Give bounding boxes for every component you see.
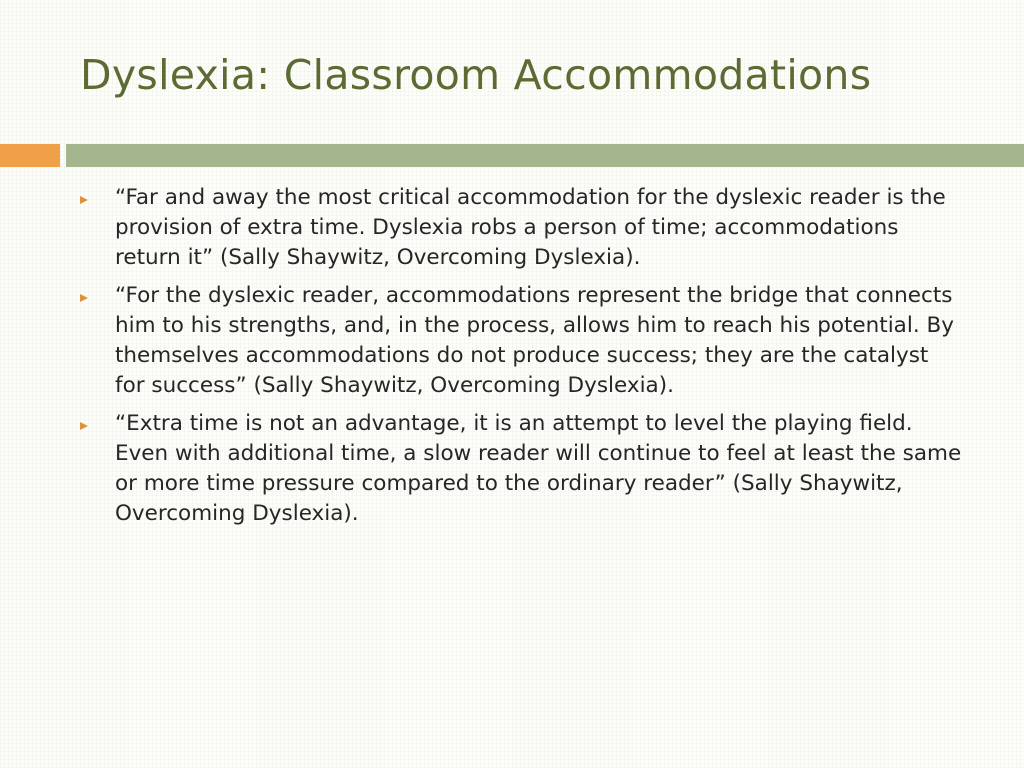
bullet-text-3: “Extra time is not an advantage, it is an attempt to level the playing field. Even with additional time, a slow reader will continue to feel at least the same or more time pressure compared to the ordinary reader” (Sally Shaywitz, Overcoming Dyslexia). [115, 411, 962, 526]
bullet-item-1 [80, 183, 964, 273]
orange-accent-bar [0, 144, 60, 167]
green-accent-bar [66, 144, 1024, 167]
slide-title: Dyslexia: Classroom Accommodations [80, 51, 872, 99]
arrow-bullet-icon [80, 294, 88, 302]
arrow-bullet-icon [80, 196, 88, 204]
bullet-list [80, 183, 964, 537]
bullet-item-3 [80, 409, 964, 529]
bullet-text-2: “For the dyslexic reader, accommodations represent the bridge that connects him to his strengths, and, in the process, allows him to reach his potential. By themselves accommodations do not produce success; they are the catalyst for success” (Sally Shaywitz, Overcoming Dyslexia). [115, 283, 954, 398]
arrow-bullet-icon [80, 422, 88, 430]
bullet-item-2 [80, 281, 964, 401]
bullet-text-1: “Far and away the most critical accommodation for the dyslexic reader is the provision of extra time. Dyslexia robs a person of time; accommodations return it” (Sally Shaywitz, Overcoming Dyslexia). [115, 185, 946, 270]
